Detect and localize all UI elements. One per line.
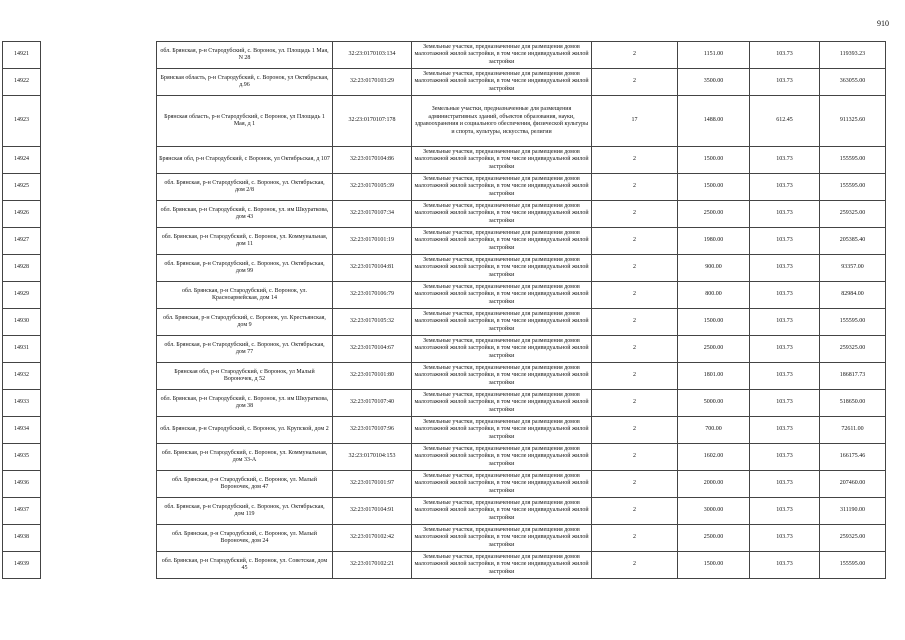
row-number-cell: 14932 [3, 363, 41, 390]
address-cell: обл. Брянская, р-н Стародубский, с. Воронок, ул. Красноармейская, дом 14 [157, 282, 333, 309]
address-cell: обл. Брянская, р-н Стародубский, с. Воронок, ул. Малый Вороночек, дом 47 [157, 471, 333, 498]
cadastral-value-cell: 155595.00 [820, 552, 886, 579]
land-use-cell: Земельные участки, предназначенные для размещения домов малоэтажной жилой застройки, в том числе индивидуальной жилой застройки [412, 444, 592, 471]
land-use-cell: Земельные участки, предназначенные для размещения домов малоэтажной жилой застройки, в том числе индивидуальной жилой застройки [412, 282, 592, 309]
specific-value-cell: 103.73 [750, 498, 820, 525]
address-cell: обл. Брянская, р-н Стародубский, с. Воронок, ул. Коммунальная, дом 33-А [157, 444, 333, 471]
land-use-cell: Земельные участки, предназначенные для размещения домов малоэтажной жилой застройки, в том числе индивидуальной жилой застройки [412, 417, 592, 444]
table-row [3, 417, 886, 444]
row-number-cell: 14939 [3, 552, 41, 579]
area-cell: 3500.00 [678, 69, 750, 96]
land-use-cell: Земельные участки, предназначенные для размещения домов малоэтажной жилой застройки, в том числе индивидуальной жилой застройки [412, 471, 592, 498]
area-cell: 1151.00 [678, 42, 750, 69]
cadastral-value-cell: 518650.00 [820, 390, 886, 417]
address-cell: обл. Брянская, р-н Стародубский, с. Воронок, ул. Крестьянская, дом 9 [157, 309, 333, 336]
row-number-cell: 14935 [3, 444, 41, 471]
specific-value-cell: 103.73 [750, 174, 820, 201]
row-number-cell: 14934 [3, 417, 41, 444]
row-number-cell: 14925 [3, 174, 41, 201]
area-cell: 900.00 [678, 255, 750, 282]
cadastral-number-cell: 32:23:0170104:67 [333, 336, 412, 363]
area-cell: 1500.00 [678, 552, 750, 579]
address-cell: обл. Брянская, р-н Стародубский, с. Воронок, ул. Крупской, дом 2 [157, 417, 333, 444]
land-use-cell: Земельные участки, предназначенные для размещения домов малоэтажной жилой застройки, в том числе индивидуальной жилой застройки [412, 201, 592, 228]
land-use-cell: Земельные участки, предназначенные для размещения домов малоэтажной жилой застройки, в том числе индивидуальной жилой застройки [412, 336, 592, 363]
cadastral-number-cell: 32:23:0170107:178 [333, 96, 412, 147]
area-cell: 2000.00 [678, 471, 750, 498]
address-cell: Брянская область, р-н Стародубский, с Воронок, ул Площадь 1 Мая, д 1 [157, 96, 333, 147]
table-row [3, 525, 886, 552]
table-row [3, 69, 886, 96]
land-use-cell: Земельные участки, предназначенные для размещения домов малоэтажной жилой застройки, в том числе индивидуальной жилой застройки [412, 255, 592, 282]
group-code-cell: 2 [592, 444, 678, 471]
land-use-cell: Земельные участки, предназначенные для размещения административных зданий, объектов образования, науки, здравоохранения и социального обеспечения, физической культуры и спорта, культуры, искусства, религии [412, 96, 592, 147]
cadastral-number-cell: 32:23:0170102:21 [333, 552, 412, 579]
address-cell: Брянская обл, р-н Стародубский, с Воронок, ул Малый Вороночек, д 52 [157, 363, 333, 390]
area-cell: 1500.00 [678, 174, 750, 201]
spacer-cell [41, 390, 157, 417]
specific-value-cell: 103.73 [750, 336, 820, 363]
group-code-cell: 2 [592, 228, 678, 255]
row-number-cell: 14938 [3, 525, 41, 552]
area-cell: 2500.00 [678, 201, 750, 228]
specific-value-cell: 103.73 [750, 42, 820, 69]
cadastral-value-cell: 155595.00 [820, 174, 886, 201]
spacer-cell [41, 147, 157, 174]
cadastral-number-cell: 32:23:0170104:81 [333, 255, 412, 282]
land-use-cell: Земельные участки, предназначенные для размещения домов малоэтажной жилой застройки, в том числе индивидуальной жилой застройки [412, 309, 592, 336]
cadastral-number-cell: 32:23:0170101:19 [333, 228, 412, 255]
spacer-cell [41, 525, 157, 552]
table-row [3, 147, 886, 174]
specific-value-cell: 612.45 [750, 96, 820, 147]
cadastral-value-cell: 82984.00 [820, 282, 886, 309]
cadastral-number-cell: 32:23:0170107:34 [333, 201, 412, 228]
table-row [3, 255, 886, 282]
row-number-cell: 14922 [3, 69, 41, 96]
spacer-cell [41, 174, 157, 201]
cadastral-value-cell: 363055.00 [820, 69, 886, 96]
cadastral-value-cell: 259325.00 [820, 336, 886, 363]
spacer-cell [41, 471, 157, 498]
cadastral-number-cell: 32:23:0170104:86 [333, 147, 412, 174]
land-use-cell: Земельные участки, предназначенные для размещения домов малоэтажной жилой застройки, в том числе индивидуальной жилой застройки [412, 363, 592, 390]
specific-value-cell: 103.73 [750, 282, 820, 309]
spacer-cell [41, 444, 157, 471]
spacer-cell [41, 228, 157, 255]
specific-value-cell: 103.73 [750, 147, 820, 174]
cadastral-value-cell: 155595.00 [820, 147, 886, 174]
table-row [3, 498, 886, 525]
land-use-cell: Земельные участки, предназначенные для размещения домов малоэтажной жилой застройки, в том числе индивидуальной жилой застройки [412, 390, 592, 417]
table-row [3, 444, 886, 471]
area-cell: 800.00 [678, 282, 750, 309]
table-row [3, 282, 886, 309]
address-cell: обл. Брянская, р-н Стародубский, с. Воронок, ул. им Шкураткова, дом 43 [157, 201, 333, 228]
row-number-cell: 14923 [3, 96, 41, 147]
cadastral-number-cell: 32:23:0170103:134 [333, 42, 412, 69]
land-use-cell: Земельные участки, предназначенные для размещения домов малоэтажной жилой застройки, в том числе индивидуальной жилой застройки [412, 42, 592, 69]
cadastral-value-cell: 259325.00 [820, 525, 886, 552]
spacer-cell [41, 498, 157, 525]
group-code-cell: 2 [592, 498, 678, 525]
specific-value-cell: 103.73 [750, 228, 820, 255]
table-row [3, 96, 886, 147]
group-code-cell: 2 [592, 363, 678, 390]
cadastral-value-cell: 93357.00 [820, 255, 886, 282]
group-code-cell: 2 [592, 552, 678, 579]
land-use-cell: Земельные участки, предназначенные для размещения домов малоэтажной жилой застройки, в том числе индивидуальной жилой застройки [412, 498, 592, 525]
land-use-cell: Земельные участки, предназначенные для размещения домов малоэтажной жилой застройки, в том числе индивидуальной жилой застройки [412, 525, 592, 552]
table-row [3, 42, 886, 69]
cadastral-value-cell: 72611.00 [820, 417, 886, 444]
address-cell: обл. Брянская, р-н Стародубский, с. Воронок, ул. Октябрьская, дом 2/8 [157, 174, 333, 201]
table-row [3, 201, 886, 228]
table-row [3, 174, 886, 201]
cadastral-number-cell: 32:23:0170105:32 [333, 309, 412, 336]
land-use-cell: Земельные участки, предназначенные для размещения домов малоэтажной жилой застройки, в том числе индивидуальной жилой застройки [412, 174, 592, 201]
address-cell: Брянская обл, р-н Стародубский, с Воронок, ул Октябрьская, д 107 [157, 147, 333, 174]
cadastral-value-table [2, 41, 886, 579]
address-cell: обл. Брянская, р-н Стародубский, с. Воронок, ул. Советская, дом 45 [157, 552, 333, 579]
cadastral-value-cell: 911325.60 [820, 96, 886, 147]
spacer-cell [41, 282, 157, 309]
area-cell: 1488.00 [678, 96, 750, 147]
group-code-cell: 2 [592, 147, 678, 174]
spacer-cell [41, 96, 157, 147]
table-row [3, 228, 886, 255]
specific-value-cell: 103.73 [750, 444, 820, 471]
cadastral-number-cell: 32:23:0170104:153 [333, 444, 412, 471]
spacer-cell [41, 42, 157, 69]
address-cell: обл. Брянская, р-н Стародубский, с. Воронок, ул. Коммунальная, дом 11 [157, 228, 333, 255]
row-number-cell: 14929 [3, 282, 41, 309]
cadastral-value-cell: 119393.23 [820, 42, 886, 69]
table-row [3, 390, 886, 417]
table-row [3, 471, 886, 498]
address-cell: обл. Брянская, р-н Стародубский, с. Воронок, ул. им Шкураткова, дом 38 [157, 390, 333, 417]
specific-value-cell: 103.73 [750, 417, 820, 444]
row-number-cell: 14926 [3, 201, 41, 228]
cadastral-number-cell: 32:23:0170102:42 [333, 525, 412, 552]
cadastral-number-cell: 32:23:0170103:29 [333, 69, 412, 96]
cadastral-number-cell: 32:23:0170101:80 [333, 363, 412, 390]
group-code-cell: 2 [592, 174, 678, 201]
group-code-cell: 2 [592, 525, 678, 552]
page-number: 910 [877, 19, 889, 28]
group-code-cell: 2 [592, 417, 678, 444]
address-cell: обл. Брянская, р-н Стародубский, с. Воронок, ул. Малый Вороночек, дом 24 [157, 525, 333, 552]
group-code-cell: 17 [592, 96, 678, 147]
spacer-cell [41, 255, 157, 282]
specific-value-cell: 103.73 [750, 525, 820, 552]
spacer-cell [41, 201, 157, 228]
area-cell: 1500.00 [678, 147, 750, 174]
row-number-cell: 14936 [3, 471, 41, 498]
specific-value-cell: 103.73 [750, 201, 820, 228]
cadastral-number-cell: 32:23:0170101:97 [333, 471, 412, 498]
row-number-cell: 14930 [3, 309, 41, 336]
specific-value-cell: 103.73 [750, 309, 820, 336]
group-code-cell: 2 [592, 390, 678, 417]
address-cell: обл. Брянская, р-н Стародубский, с. Воронок, ул. Октябрьская, дом 99 [157, 255, 333, 282]
spacer-cell [41, 309, 157, 336]
cadastral-value-cell: 259325.00 [820, 201, 886, 228]
cadastral-value-cell: 166175.46 [820, 444, 886, 471]
table-row [3, 309, 886, 336]
cadastral-number-cell: 32:23:0170105:39 [333, 174, 412, 201]
group-code-cell: 2 [592, 282, 678, 309]
cadastral-number-cell: 32:23:0170107:96 [333, 417, 412, 444]
area-cell: 1500.00 [678, 309, 750, 336]
group-code-cell: 2 [592, 69, 678, 96]
area-cell: 700.00 [678, 417, 750, 444]
spacer-cell [41, 552, 157, 579]
land-use-cell: Земельные участки, предназначенные для размещения домов малоэтажной жилой застройки, в том числе индивидуальной жилой застройки [412, 228, 592, 255]
area-cell: 2500.00 [678, 336, 750, 363]
cadastral-value-cell: 155595.00 [820, 309, 886, 336]
row-number-cell: 14927 [3, 228, 41, 255]
group-code-cell: 2 [592, 471, 678, 498]
area-cell: 2500.00 [678, 525, 750, 552]
row-number-cell: 14937 [3, 498, 41, 525]
table-row [3, 552, 886, 579]
specific-value-cell: 103.73 [750, 552, 820, 579]
row-number-cell: 14933 [3, 390, 41, 417]
cadastral-number-cell: 32:23:0170107:40 [333, 390, 412, 417]
land-use-cell: Земельные участки, предназначенные для размещения домов малоэтажной жилой застройки, в том числе индивидуальной жилой застройки [412, 69, 592, 96]
area-cell: 5000.00 [678, 390, 750, 417]
area-cell: 1602.00 [678, 444, 750, 471]
group-code-cell: 2 [592, 336, 678, 363]
specific-value-cell: 103.73 [750, 390, 820, 417]
table-row [3, 336, 886, 363]
table-body [3, 42, 886, 579]
row-number-cell: 14924 [3, 147, 41, 174]
cadastral-number-cell: 32:23:0170104:91 [333, 498, 412, 525]
cadastral-value-cell: 311190.00 [820, 498, 886, 525]
cadastral-value-cell: 207460.00 [820, 471, 886, 498]
cadastral-value-cell: 186817.73 [820, 363, 886, 390]
specific-value-cell: 103.73 [750, 255, 820, 282]
area-cell: 1980.00 [678, 228, 750, 255]
spacer-cell [41, 363, 157, 390]
specific-value-cell: 103.73 [750, 69, 820, 96]
specific-value-cell: 103.73 [750, 363, 820, 390]
group-code-cell: 2 [592, 255, 678, 282]
area-cell: 3000.00 [678, 498, 750, 525]
spacer-cell [41, 417, 157, 444]
group-code-cell: 2 [592, 201, 678, 228]
table-row [3, 363, 886, 390]
area-cell: 1801.00 [678, 363, 750, 390]
specific-value-cell: 103.73 [750, 471, 820, 498]
address-cell: обл. Брянская, р-н Стародубский, с. Воронок, ул. Площадь 1 Мая, N 28 [157, 42, 333, 69]
group-code-cell: 2 [592, 42, 678, 69]
cadastral-number-cell: 32:23:0170106:79 [333, 282, 412, 309]
address-cell: обл. Брянская, р-н Стародубский, с. Воронок, ул. Октябрьская, дом 119 [157, 498, 333, 525]
group-code-cell: 2 [592, 309, 678, 336]
spacer-cell [41, 336, 157, 363]
row-number-cell: 14931 [3, 336, 41, 363]
row-number-cell: 14928 [3, 255, 41, 282]
row-number-cell: 14921 [3, 42, 41, 69]
land-use-cell: Земельные участки, предназначенные для размещения домов малоэтажной жилой застройки, в том числе индивидуальной жилой застройки [412, 147, 592, 174]
address-cell: Брянская область, р-н Стародубский, с. Воронок, ул Октябрьская, д.96 [157, 69, 333, 96]
spacer-cell [41, 69, 157, 96]
land-use-cell: Земельные участки, предназначенные для размещения домов малоэтажной жилой застройки, в том числе индивидуальной жилой застройки [412, 552, 592, 579]
cadastral-value-cell: 205385.40 [820, 228, 886, 255]
address-cell: обл. Брянская, р-н Стародубский, с. Воронок, ул. Октябрьская, дом 77 [157, 336, 333, 363]
